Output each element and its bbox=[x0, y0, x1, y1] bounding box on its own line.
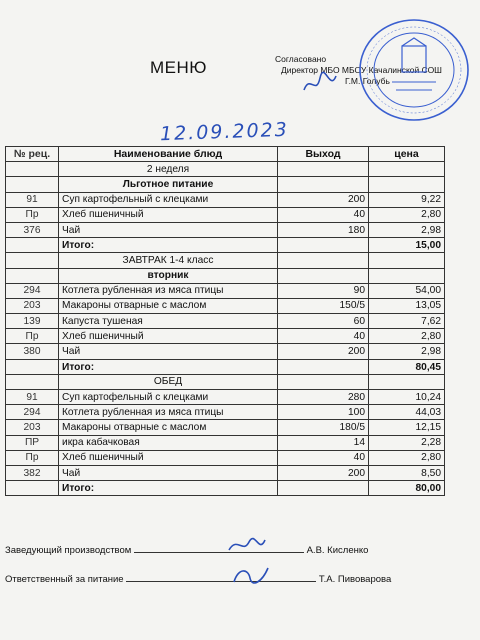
benefit-total-label: Итого: bbox=[59, 238, 278, 253]
table-row: 380 Чай 200 2,98 bbox=[6, 344, 445, 359]
approval-label: Согласовано bbox=[275, 54, 327, 64]
total-row bbox=[6, 481, 445, 496]
menu-date: 12.09.2023 bbox=[159, 118, 290, 146]
section-row bbox=[6, 268, 445, 283]
seal-stamp-icon bbox=[352, 16, 472, 124]
signature-icon bbox=[228, 564, 272, 588]
week-label: 2 неделя bbox=[59, 162, 278, 177]
col-dish-name: Наименование блюд bbox=[59, 147, 278, 162]
benefit-total: 15,00 bbox=[369, 238, 445, 253]
breakfast-total-label: Итого: bbox=[59, 359, 278, 374]
table-row: 91 Суп картофельный с клецками 200 9,22 bbox=[6, 192, 445, 207]
col-recipe-no: № рец. bbox=[6, 147, 59, 162]
footer-nutrition bbox=[5, 574, 391, 585]
table-row: 294 Котлета рубленная из мяса птицы 90 54,00 bbox=[6, 283, 445, 298]
table-row: ПР икра кабачковая 14 2,28 bbox=[6, 435, 445, 450]
total-row bbox=[6, 359, 445, 374]
nutrition-name: Т.А. Пивоварова bbox=[318, 574, 392, 585]
manager-name: А.В. Кисленко bbox=[306, 545, 369, 556]
page-title: МЕНЮ bbox=[150, 58, 207, 77]
col-price: цена bbox=[369, 147, 445, 162]
breakfast-total: 80,45 bbox=[369, 359, 445, 374]
footer-manager bbox=[5, 545, 368, 556]
lunch-total: 80,00 bbox=[369, 481, 445, 496]
table-row: 203 Макароны отварные с маслом 180/5 12,15 bbox=[6, 420, 445, 435]
table-row: 139 Капуста тушеная 60 7,62 bbox=[6, 314, 445, 329]
breakfast-title: ЗАВТРАК 1-4 класс bbox=[59, 253, 278, 268]
day-label: вторник bbox=[59, 268, 278, 283]
table-row: 91 Суп картофельный с клецками 280 10,24 bbox=[6, 390, 445, 405]
section-benefit-label: Льготное питание bbox=[59, 177, 278, 192]
nutrition-label: Ответственный за питание bbox=[5, 574, 124, 585]
menu-table bbox=[5, 146, 445, 496]
section-row bbox=[6, 177, 445, 192]
signature-icon bbox=[300, 68, 340, 98]
table-row: 376 Чай 180 2,98 bbox=[6, 222, 445, 237]
table-row: 382 Чай 200 8,50 bbox=[6, 465, 445, 480]
table-row: Пр Хлеб пшеничный 40 2,80 bbox=[6, 207, 445, 222]
approval-director: Директор МБО МБОУ Качалинской СОШ bbox=[281, 65, 442, 75]
table-row: Пр Хлеб пшеничный 40 2,80 bbox=[6, 450, 445, 465]
lunch-total-label: Итого: bbox=[59, 481, 278, 496]
table-row: 294 Котлета рубленная из мяса птицы 100 44,03 bbox=[6, 405, 445, 420]
total-row bbox=[6, 238, 445, 253]
lunch-title: ОБЕД bbox=[59, 374, 278, 389]
table-row: 203 Макароны отварные с маслом 150/5 13,05 bbox=[6, 298, 445, 313]
section-row bbox=[6, 253, 445, 268]
table-row: Пр Хлеб пшеничный 40 2,80 bbox=[6, 329, 445, 344]
col-portion: Выход bbox=[278, 147, 369, 162]
signature-icon bbox=[225, 534, 269, 558]
week-row bbox=[6, 162, 445, 177]
section-row bbox=[6, 374, 445, 389]
manager-label: Заведующий производством bbox=[5, 545, 132, 556]
approval-name: Г.М. Голубь bbox=[345, 76, 390, 86]
table-header-row bbox=[6, 147, 445, 162]
